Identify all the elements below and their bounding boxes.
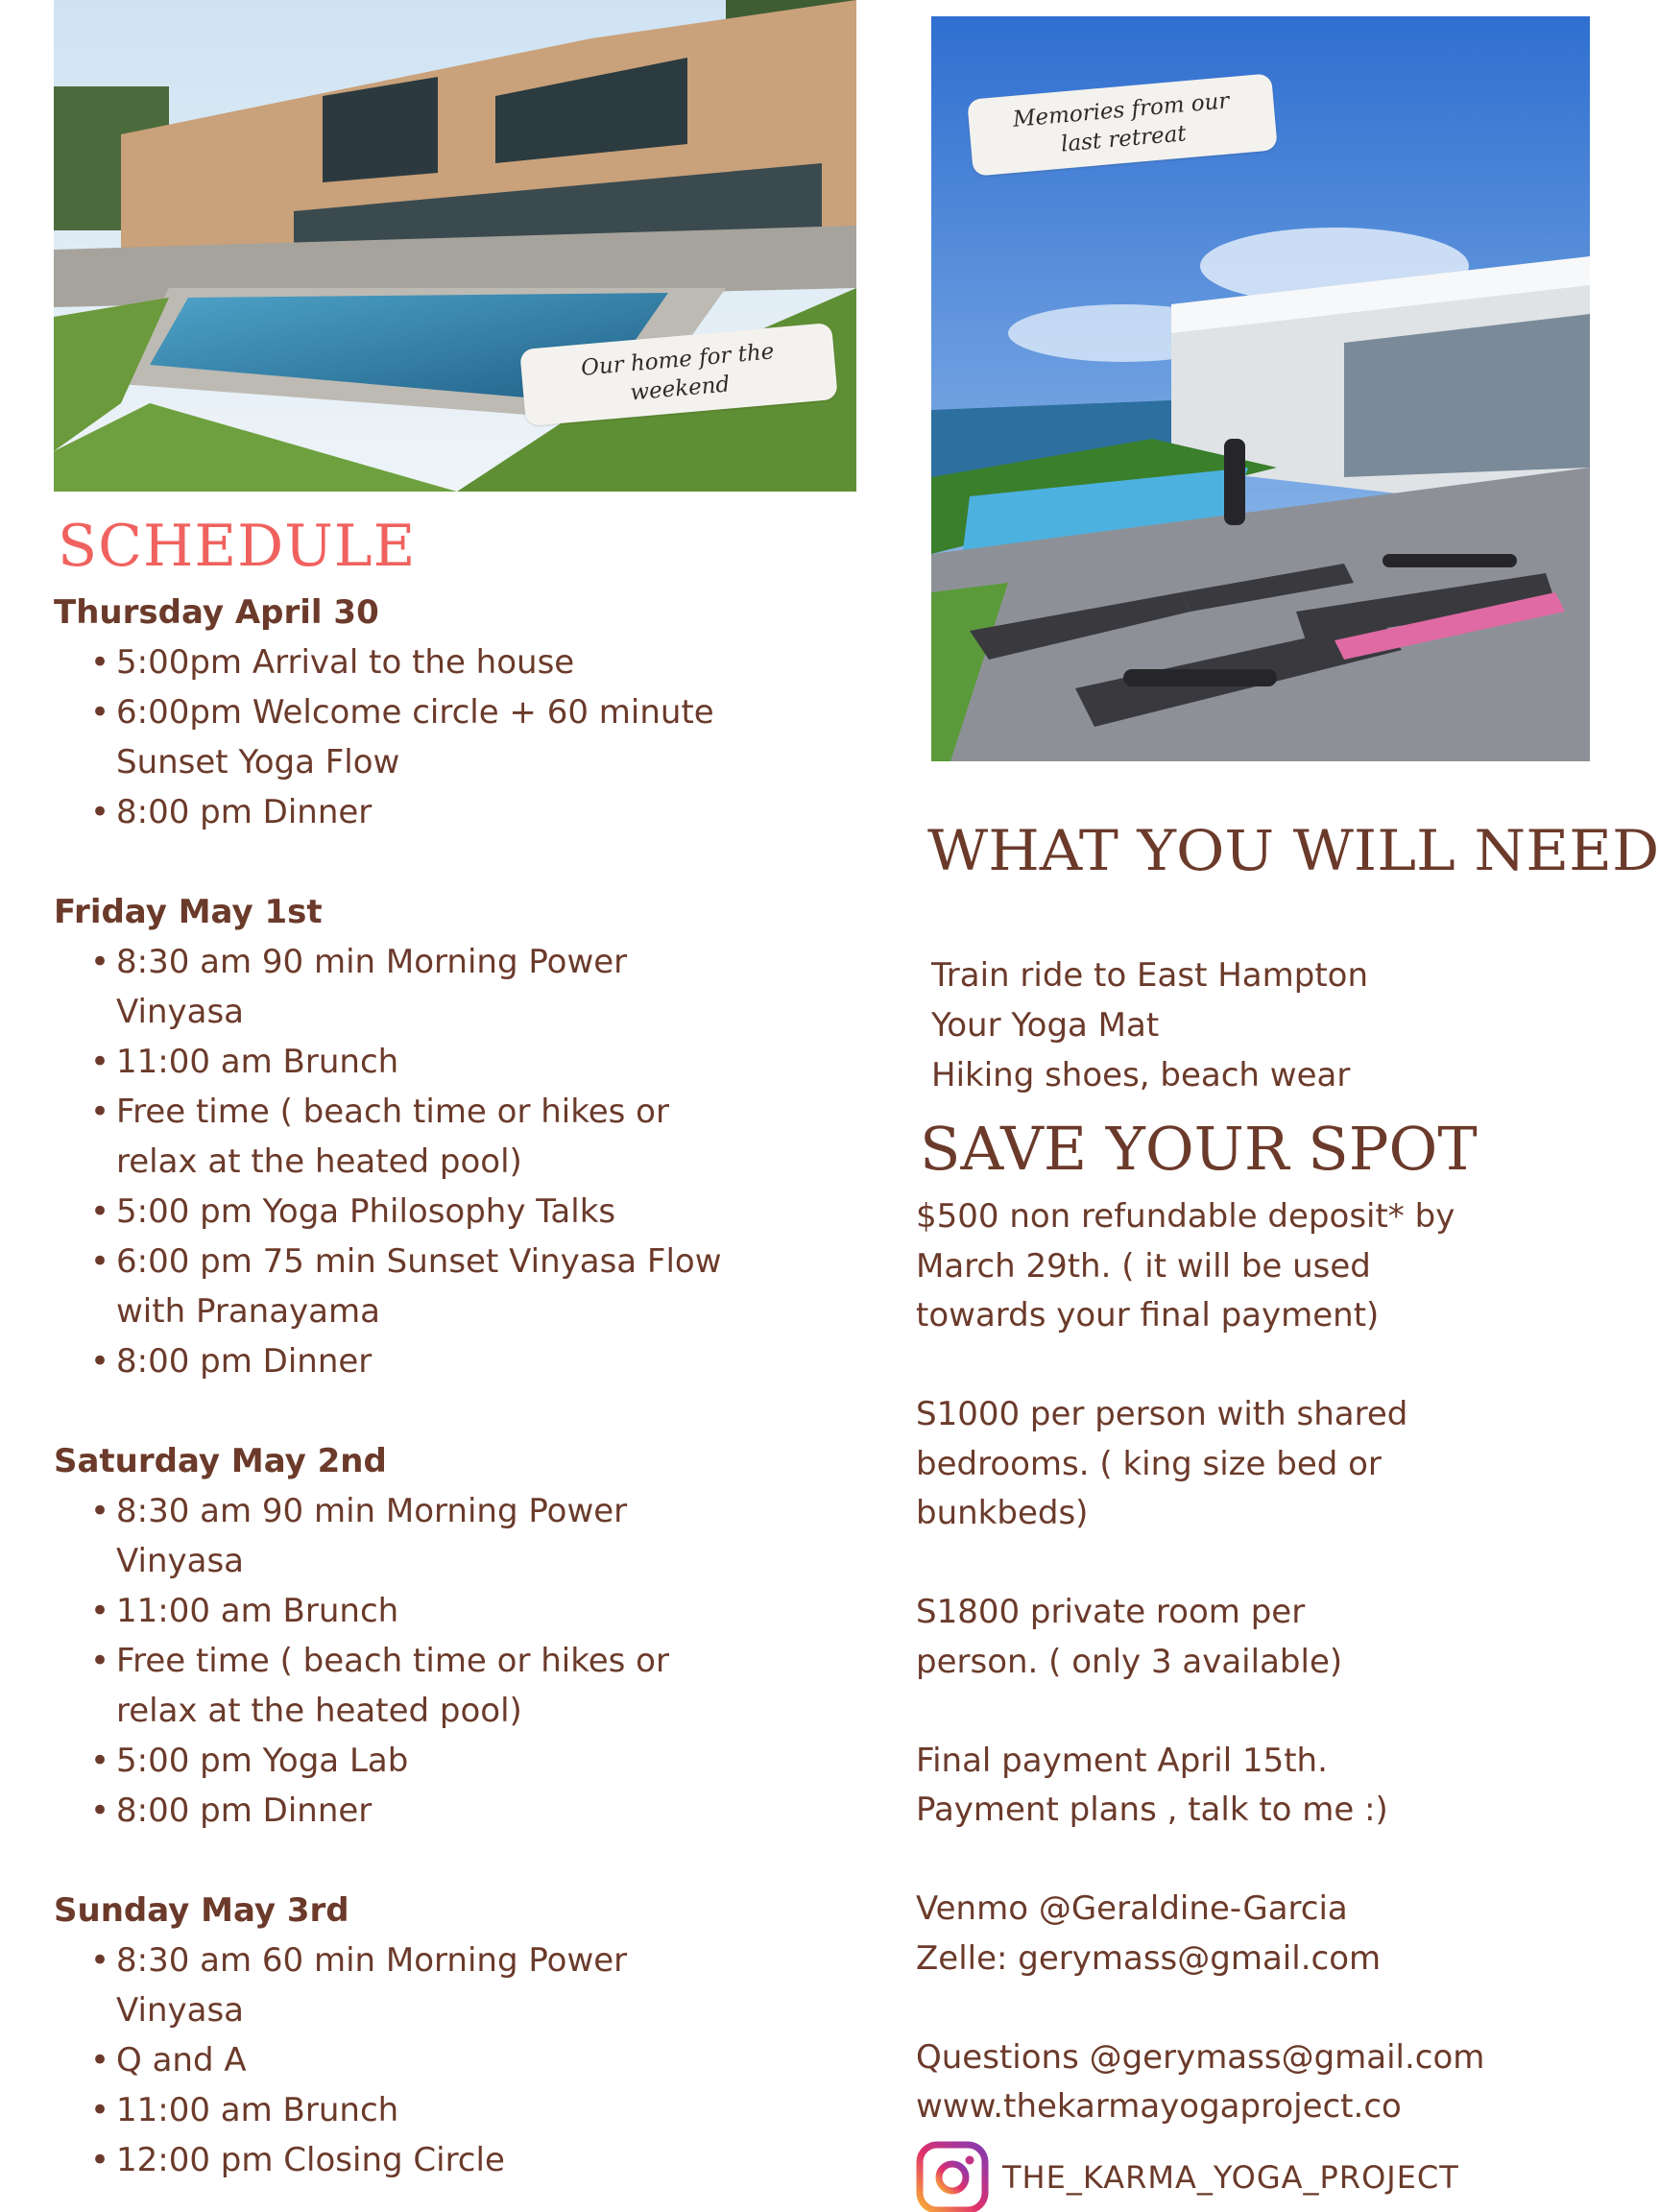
save-line: Questions @gerymass@gmail.com [916,2037,1485,2077]
save-line: Zelle: gerymass@gmail.com [916,1938,1382,1978]
bullet-icon: • [90,2091,110,2129]
schedule-day [54,588,803,837]
schedule-item-line: 5:00 pm Yoga Philosophy Talks [116,1192,616,1231]
bullet-icon: • [90,1492,110,1530]
schedule-item [54,787,803,837]
schedule-item [54,1187,803,1237]
bullet-icon: • [90,1742,110,1780]
save-line: S1800 private room per [916,1593,1306,1631]
schedule-item [54,637,803,687]
bullet-icon: • [90,2041,110,2080]
day-title: Saturday May 2nd [54,1442,387,1480]
save-line: bunkbeds) [916,1494,1089,1532]
bullet-icon: • [90,793,110,831]
save-line: towards your final payment) [916,1296,1380,1334]
day-items [54,937,803,1386]
schedule-day [54,1436,803,1836]
schedule-item-line: 8:00 pm Dinner [116,1791,373,1830]
schedule-item-line: relax at the heated pool) [116,1692,522,1730]
bullet-icon: • [90,2141,110,2179]
save-paragraph [916,1737,1588,1836]
day-items [54,1486,803,1836]
day-title: Friday May 1st [54,893,323,931]
bullet-icon: • [90,643,110,682]
bullet-icon: • [90,1342,110,1381]
schedule-day [54,887,803,1386]
schedule-item [54,2085,803,2135]
schedule-item-line: Vinyasa [116,1991,245,2030]
schedule-item-line: 6:00pm Welcome circle + 60 minute [116,693,714,732]
schedule-item-line: Sunset Yoga Flow [116,743,400,781]
day-items [54,1936,803,2185]
bullet-icon: • [90,1642,110,1680]
schedule-item [54,937,803,1037]
bullet-icon: • [90,1043,110,1081]
bullet-icon: • [90,1093,110,1131]
house-photo [54,0,856,492]
schedule-item-line: relax at the heated pool) [116,1142,522,1181]
schedule-item [54,1586,803,1636]
save-line: S1000 per person with shared [916,1395,1408,1433]
schedule-item [54,2135,803,2185]
schedule-item [54,2035,803,2085]
save-paragraph [916,1885,1588,1984]
save-paragraph [916,1588,1588,1687]
schedule-item-line: with Pranayama [116,1292,380,1331]
schedule-item-line: 8:00 pm Dinner [116,1342,373,1381]
retreat-photo-caption: Memories from our last retreat [967,73,1278,176]
day-items [54,637,803,837]
bullet-icon: • [90,1192,110,1231]
save-details [916,1192,1588,2132]
schedule-item [54,1786,803,1836]
save-heading: SAVE YOUR SPOT [920,1114,1478,1184]
instagram-icon [916,2141,989,2212]
need-item: Your Yoga Mat [931,1006,1160,1045]
schedule-item-line: 11:00 am Brunch [116,2091,399,2129]
schedule-day [54,1886,803,2185]
save-line: www.thekarmayogaproject.co [916,2087,1402,2126]
bullet-icon: • [90,693,110,732]
schedule-item [54,1087,803,1187]
save-line: bedrooms. ( king size bed or [916,1444,1382,1483]
schedule-item-line: Free time ( beach time or hikes or [116,1093,669,1131]
schedule-item-line: 6:00 pm 75 min Sunset Vinyasa Flow [116,1242,722,1281]
bullet-icon: • [90,1242,110,1281]
schedule-item [54,1237,803,1336]
save-line: Final payment April 15th. [916,1741,1328,1780]
schedule-item [54,1736,803,1786]
schedule-item [54,1336,803,1386]
schedule-item-line: 8:30 am 60 min Morning Power [116,1941,628,1980]
bullet-icon: • [90,943,110,981]
need-item: Hiking shoes, beach wear [931,1056,1351,1094]
instagram-row[interactable] [916,2143,1459,2212]
schedule-item-line: 5:00pm Arrival to the house [116,643,575,682]
bullet-icon: • [90,1791,110,1830]
save-paragraph [916,1390,1588,1539]
schedule-item-line: 11:00 am Brunch [116,1043,399,1081]
save-line: person. ( only 3 available) [916,1642,1343,1681]
schedule-item [54,687,803,787]
schedule-item-line: 8:30 am 90 min Morning Power [116,943,628,981]
schedule-item [54,1636,803,1736]
bullet-icon: • [90,1592,110,1630]
save-line: March 29th. ( it will be used [916,1246,1371,1286]
schedule-item-line: 8:30 am 90 min Morning Power [116,1492,628,1530]
bullet-icon: • [90,1941,110,1980]
schedule-item-line: Free time ( beach time or hikes or [116,1642,669,1680]
instagram-handle[interactable]: THE_KARMA_YOGA_PROJECT [1002,2159,1459,2196]
schedule-item [54,1037,803,1087]
save-line: Venmo @Geraldine-Garcia [916,1889,1348,1928]
schedule-item-line: Vinyasa [116,1542,245,1580]
save-paragraph [916,2033,1588,2132]
schedule-item-line: Q and A [116,2041,247,2080]
schedule-item [54,1936,803,2035]
save-line: Payment plans , talk to me :) [916,1791,1388,1829]
schedule-item-line: Vinyasa [116,993,245,1031]
schedule-item-line: 5:00 pm Yoga Lab [116,1742,409,1780]
save-paragraph [916,1192,1588,1341]
day-title: Sunday May 3rd [54,1891,349,1930]
schedule-item-line: 12:00 pm Closing Circle [116,2141,505,2179]
schedule-heading: SCHEDULE [58,513,417,580]
schedule-list [54,588,803,2212]
schedule-item-line: 11:00 am Brunch [116,1592,399,1630]
schedule-item [54,1486,803,1586]
need-list [931,950,1584,1100]
need-heading: WHAT YOU WILL NEED [927,818,1659,883]
day-title: Thursday April 30 [54,593,379,632]
schedule-item-line: 8:00 pm Dinner [116,793,373,831]
save-line: $500 non refundable deposit* by [916,1197,1455,1236]
need-item: Train ride to East Hampton [931,956,1369,995]
house-photo-caption: Our home for the weekend [519,323,838,426]
